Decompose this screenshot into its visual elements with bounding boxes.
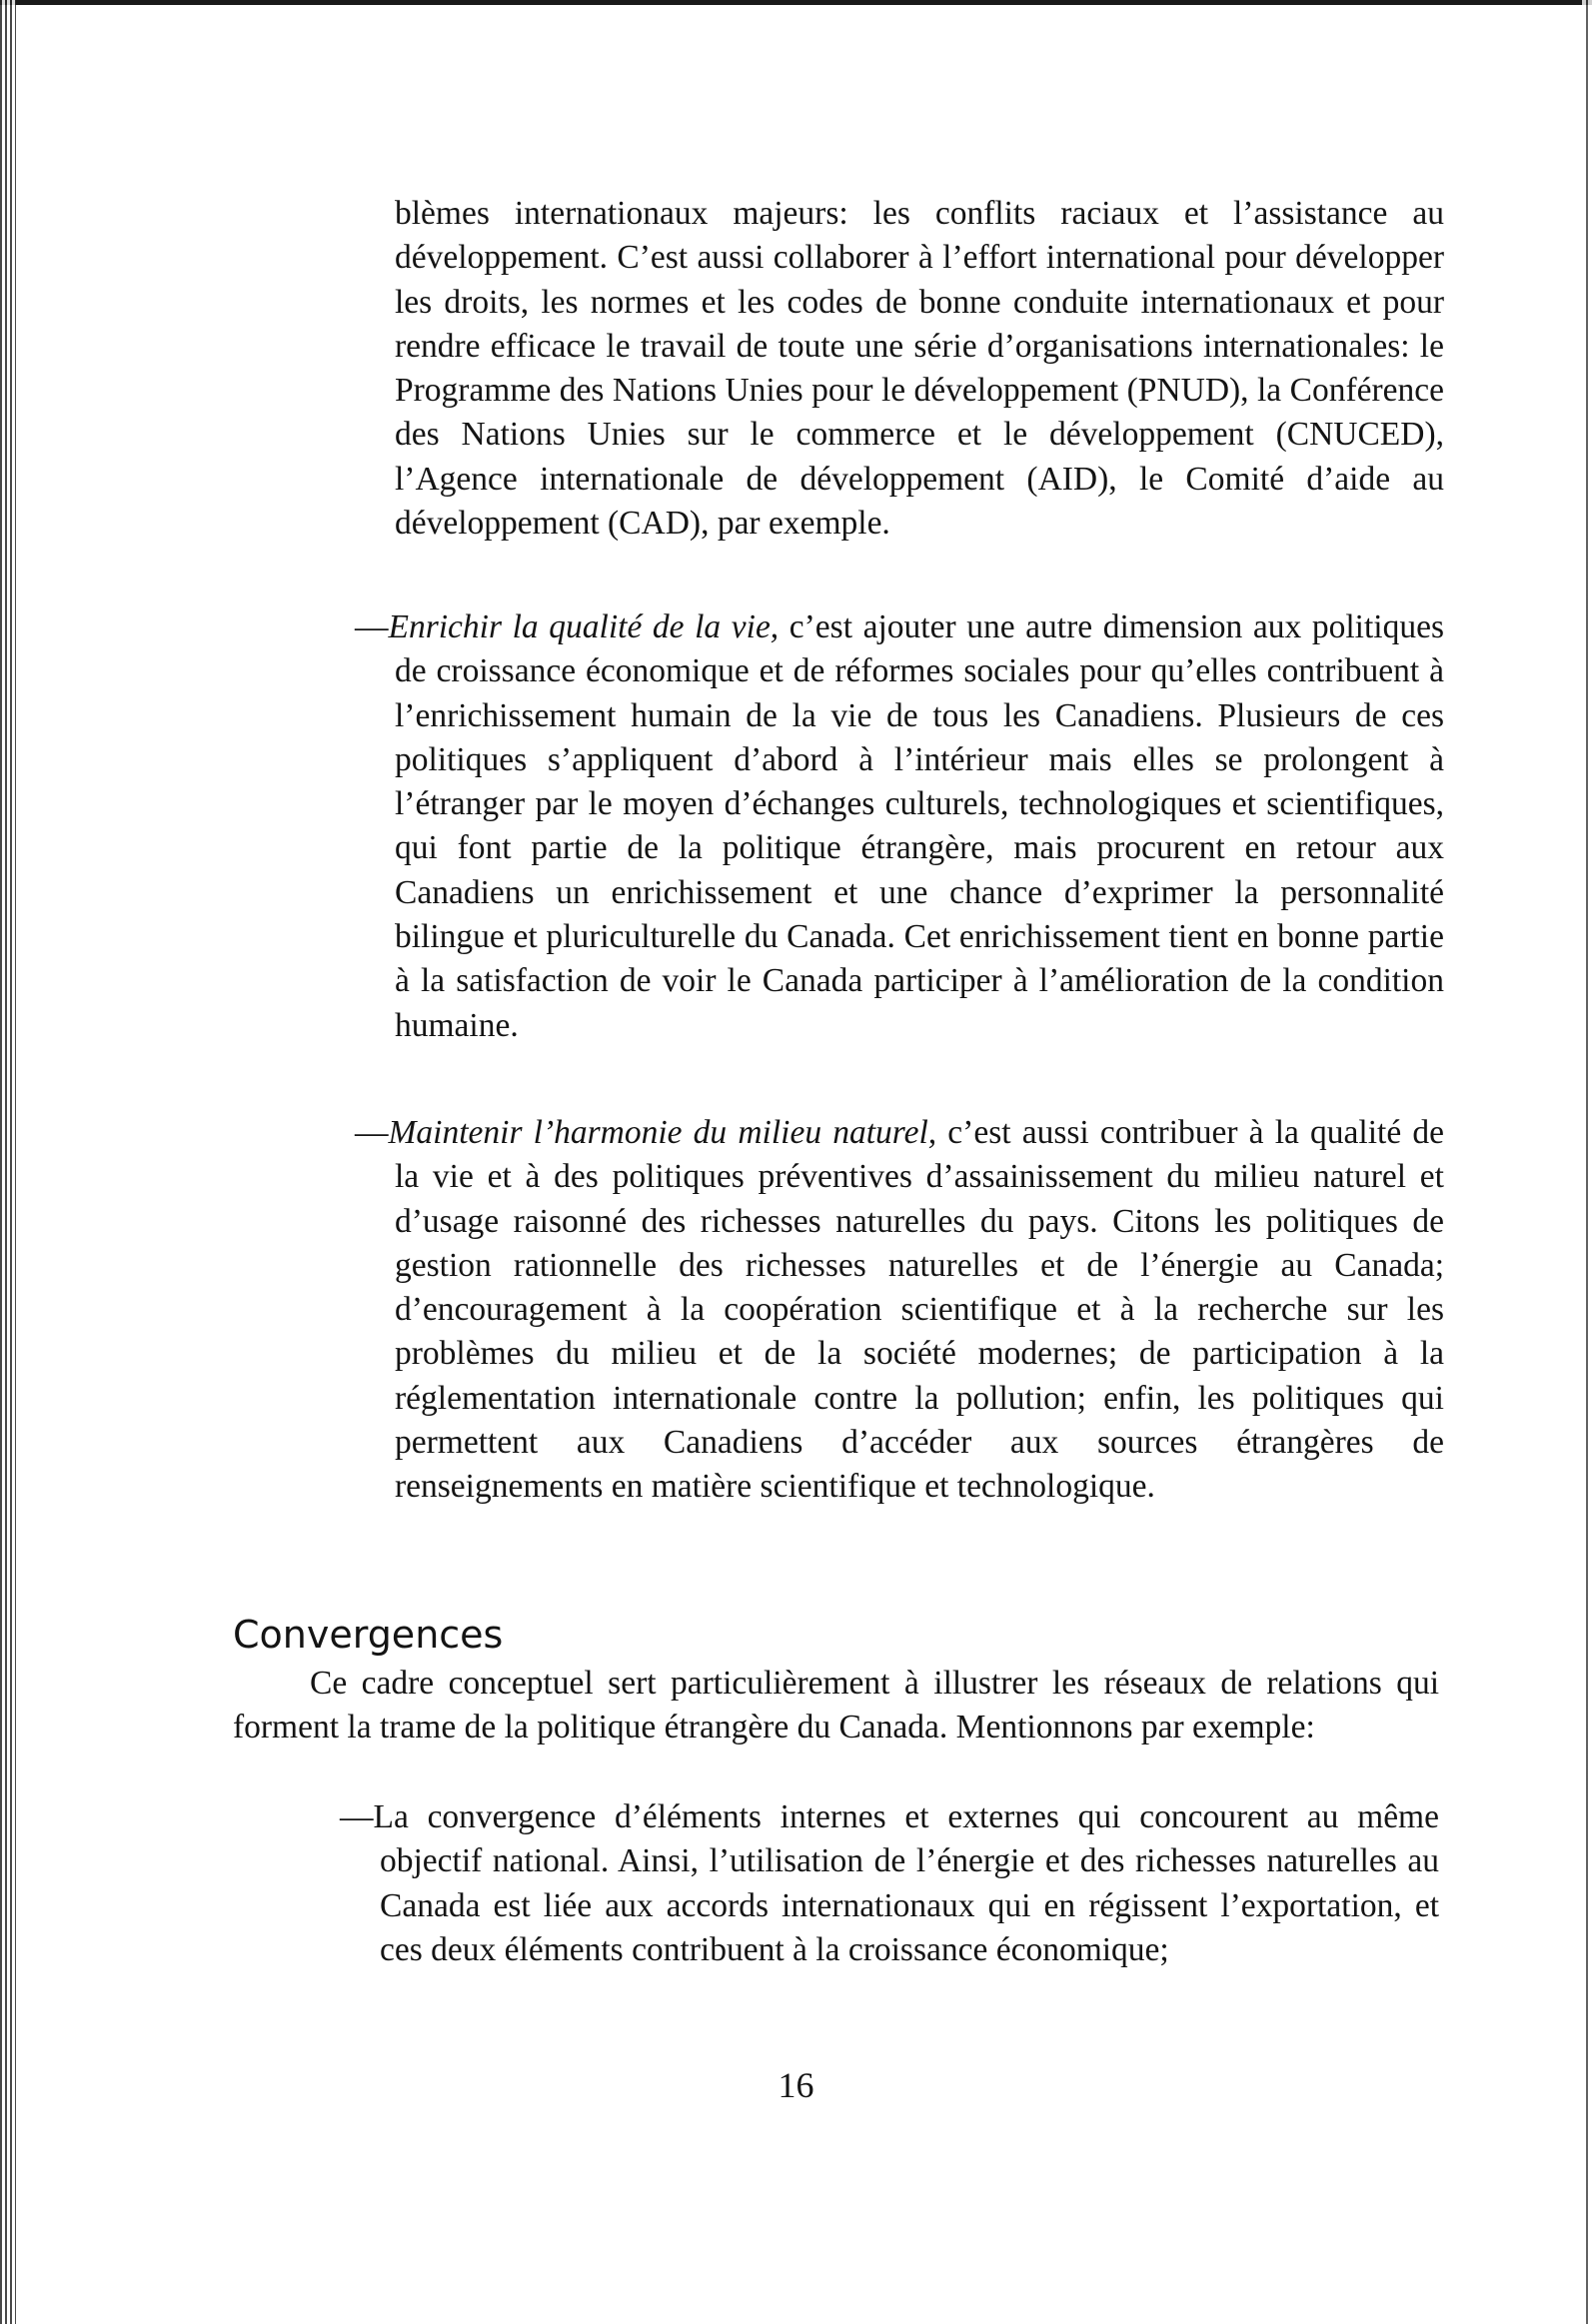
bullet-dash: — (340, 1798, 374, 1835)
bullet-quality-of-life (355, 605, 1444, 1048)
bullet-body-text: c’est aussi contribuer à la qualité de la vie et à des politiques préventives d’assainissement du milieu naturel et d’usage raisonné des richesses naturelles du pays. Citons les politiques de gestion rationnelle des richesses naturelles et de l’énergie au Canada; d’encouragement à la coopération scientifique et à la recherche sur les problèmes du milieu et de la société modernes; de participation à la réglementation internationale contre la pollution; enfin, les politiques qui permettent aux Canadiens d’accéder aux sources étrangères de renseignements en matière scientifique et technologique. (395, 1114, 1444, 1506)
bullet-dash: — (355, 608, 389, 645)
section-heading: Convergences (233, 1613, 504, 1657)
section-intro-paragraph: Ce cadre conceptuel sert particulièrement à illustrer les réseaux de relations qui forment la trame de la politique étrangère du Canada. Mentionnons par exemple: (233, 1665, 1439, 1746)
bullet-body-text: c’est ajouter une autre dimension aux politiques de croissance économique et de réformes sociales pour qu’elles contribuent à l’enrichissement humain de la vie de tous les Canadiens. Plusieurs de ces politiques s’appliquent d’abord à l’intérieur mais elles se prolongent à l’étranger par le moyen d’échanges culturels, technologiques et scientifiques, qui font partie de la politique étrangère, mais procurent en retour aux Canadiens un enrichissement et une chance d’exprimer la personnalité bilingue et pluriculturelle du Canada. Cet enrichissement tient en bonne partie à la satisfaction de voir le Canada participer à l’amélioration de la condition humaine. (395, 608, 1444, 1044)
bullet-convergence (340, 1795, 1439, 1972)
bullet-body-text: La convergence d’éléments internes et externes qui concourent au même objectif national. Ainsi, l’utilisation de l’énergie et des richesses naturelles au Canada est liée aux accords internationaux qui en régissent l’exportation, et ces deux éléments contribuent à la croissance économique; (373, 1798, 1439, 1968)
bullet-lead-phrase: Maintenir l’harmonie du milieu naturel, (388, 1114, 937, 1151)
bullet-dash: — (355, 1114, 389, 1151)
bullet-lead-phrase: Enrichir la qualité de la vie, (388, 608, 780, 645)
bullet-natural-environment (355, 1111, 1444, 1510)
continuation-paragraph: blèmes internationaux majeurs: les conflits raciaux et l’assistance au développement. C’est aussi collaborer à l’effort international pour développer les droits, les normes et les codes de bonne conduite internationaux et pour rendre efficace le travail de toute une série d’organisations internationales: le Programme des Nations Unies pour le développement (PNUD), la Conférence des Nations Unies sur le commerce et le développement (CNUCED), l’Agence internationale de développement (AID), le Comité d’aide au développement (CAD), par exemple. (395, 195, 1444, 543)
page-number: 16 (778, 2065, 814, 2105)
